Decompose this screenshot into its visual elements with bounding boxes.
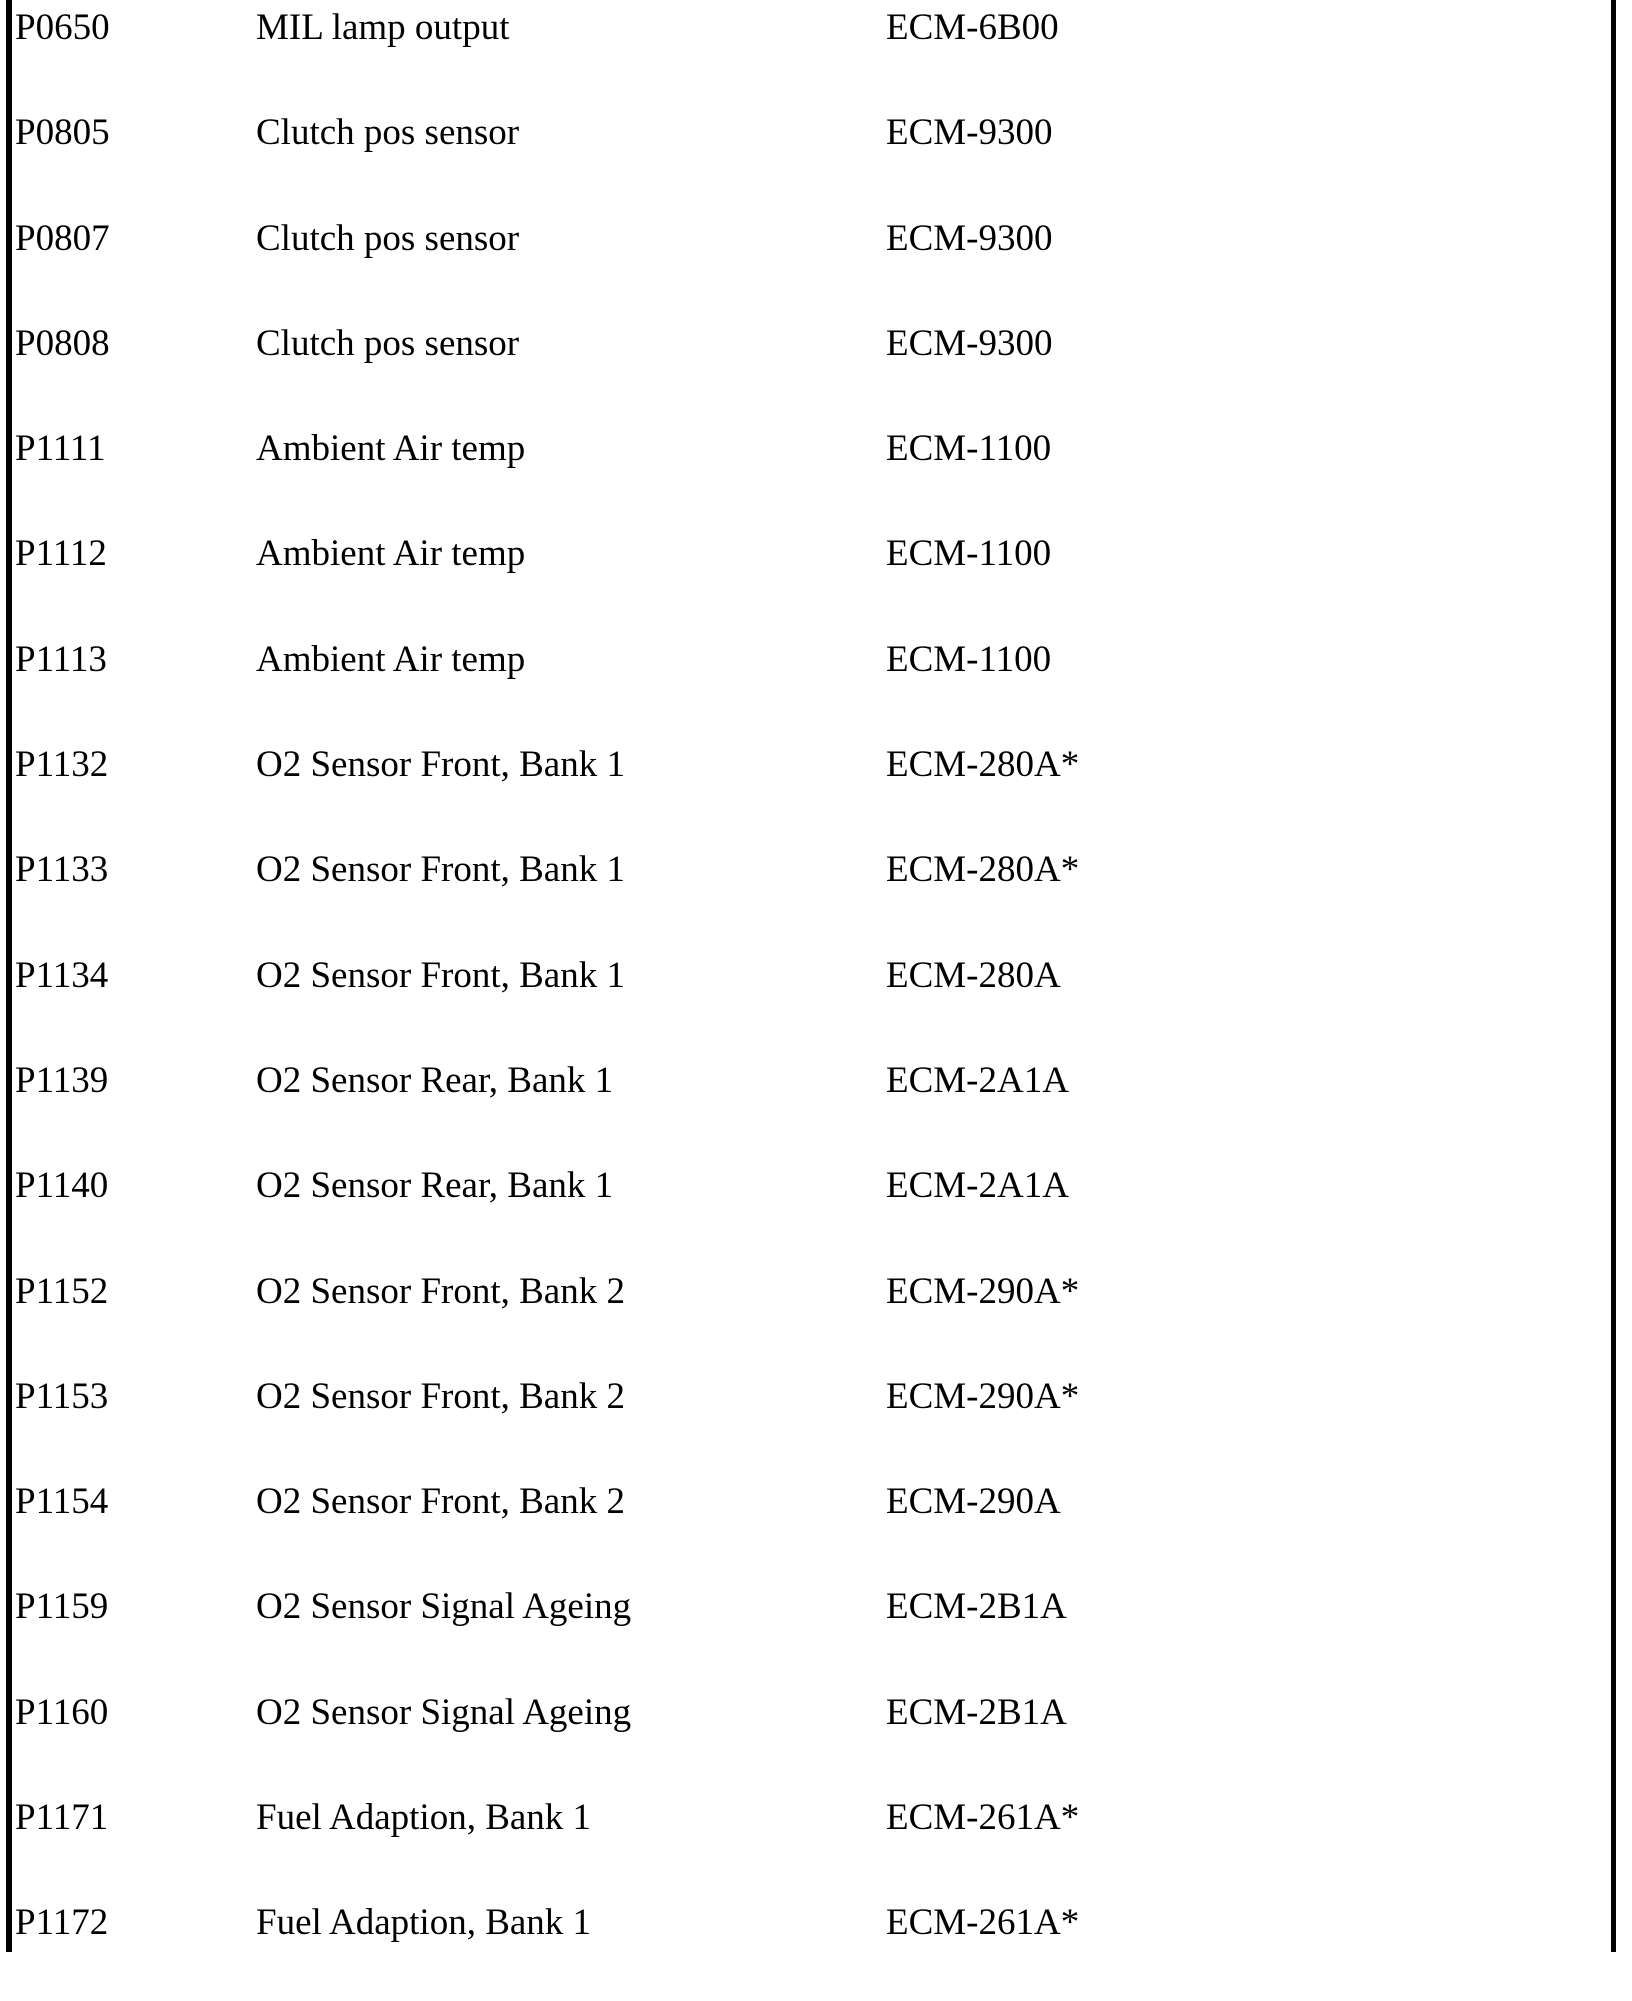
fault-code-cell: P1133 (15, 849, 109, 891)
fault-code-cell: P1160 (15, 1691, 109, 1733)
fault-code-cell: P0808 (15, 322, 110, 364)
fault-code-cell: P1139 (15, 1059, 109, 1101)
table-row (0, 1474, 1632, 1579)
table-row (0, 1053, 1632, 1158)
ecm-reference-cell: ECM-1100 (886, 428, 1052, 470)
table-row (0, 105, 1632, 210)
ecm-reference-cell: ECM-1100 (886, 638, 1052, 680)
fault-description-cell: O2 Sensor Signal Ageing (256, 1691, 632, 1733)
table-row (0, 421, 1632, 526)
table-row (0, 632, 1632, 737)
fault-code-cell: P1111 (15, 428, 106, 470)
fault-code-cell: P1154 (15, 1481, 109, 1523)
ecm-reference-cell: ECM-280A* (886, 744, 1080, 786)
table-row (0, 1264, 1632, 1369)
ecm-reference-cell: ECM-2A1A (886, 1059, 1069, 1101)
table-row (0, 1158, 1632, 1263)
table-row (0, 842, 1632, 947)
fault-description-cell: Ambient Air temp (256, 428, 526, 470)
fault-code-cell: P0807 (15, 217, 110, 259)
ecm-reference-cell: ECM-2B1A (886, 1586, 1067, 1628)
fault-description-cell: MIL lamp output (256, 7, 510, 48)
ecm-reference-cell: ECM-261A* (886, 1797, 1080, 1839)
ecm-reference-cell: ECM-9300 (886, 322, 1053, 364)
fault-code-cell: P1112 (15, 533, 107, 575)
fault-description-cell: O2 Sensor Front, Bank 2 (256, 1375, 625, 1417)
ecm-reference-cell: ECM-290A (886, 1481, 1061, 1523)
ecm-reference-cell: ECM-280A (886, 954, 1061, 996)
table-row (0, 1790, 1632, 1895)
ecm-reference-cell: ECM-2A1A (886, 1165, 1069, 1207)
ecm-reference-cell: ECM-2B1A (886, 1691, 1067, 1733)
table-row (0, 526, 1632, 631)
fault-code-cell: P1152 (15, 1270, 109, 1312)
table-row (0, 737, 1632, 842)
table-row (0, 316, 1632, 421)
fault-description-cell: Clutch pos sensor (256, 112, 520, 154)
table-row (0, 1895, 1632, 2000)
fault-description-cell: Fuel Adaption, Bank 1 (256, 1797, 592, 1839)
ecm-reference-cell: ECM-9300 (886, 217, 1053, 259)
fault-description-cell: Fuel Adaption, Bank 1 (256, 1902, 592, 1944)
fault-description-cell: Clutch pos sensor (256, 322, 520, 364)
ecm-reference-cell: ECM-261A* (886, 1902, 1080, 1944)
ecm-reference-cell: ECM-280A* (886, 849, 1080, 891)
table-row (0, 211, 1632, 316)
fault-description-cell: O2 Sensor Front, Bank 1 (256, 849, 625, 891)
fault-description-cell: Ambient Air temp (256, 533, 526, 575)
ecm-reference-cell: ECM-290A* (886, 1270, 1080, 1312)
ecm-reference-cell: ECM-6B00 (886, 7, 1059, 48)
fault-code-cell: P1132 (15, 744, 109, 786)
fault-code-cell: P1171 (15, 1797, 109, 1839)
fault-description-cell: O2 Sensor Signal Ageing (256, 1586, 632, 1628)
fault-code-cell: P1140 (15, 1165, 109, 1207)
fault-code-cell: P1172 (15, 1902, 109, 1944)
fault-description-cell: O2 Sensor Front, Bank 2 (256, 1481, 625, 1523)
fault-description-cell: Ambient Air temp (256, 638, 526, 680)
ecm-reference-cell: ECM-290A* (886, 1375, 1080, 1417)
fault-code-cell: P1134 (15, 954, 109, 996)
fault-code-cell: P1153 (15, 1375, 109, 1417)
fault-description-cell: Clutch pos sensor (256, 217, 520, 259)
table-row (0, 1369, 1632, 1474)
fault-code-cell: P1113 (15, 638, 107, 680)
table-row (0, 948, 1632, 1053)
fault-description-cell: O2 Sensor Rear, Bank 1 (256, 1059, 614, 1101)
ecm-reference-cell: ECM-9300 (886, 112, 1053, 154)
table-row (0, 1579, 1632, 1684)
fault-description-cell: O2 Sensor Rear, Bank 1 (256, 1165, 614, 1207)
fault-description-cell: O2 Sensor Front, Bank 2 (256, 1270, 625, 1312)
fault-code-cell: P1159 (15, 1586, 109, 1628)
fault-description-cell: O2 Sensor Front, Bank 1 (256, 744, 625, 786)
ecm-reference-cell: ECM-1100 (886, 533, 1052, 575)
fault-code-cell: P0650 (15, 7, 110, 48)
fault-code-cell: P0805 (15, 112, 110, 154)
table-row (0, 0, 1632, 105)
table-row (0, 1685, 1632, 1790)
fault-description-cell: O2 Sensor Front, Bank 1 (256, 954, 625, 996)
